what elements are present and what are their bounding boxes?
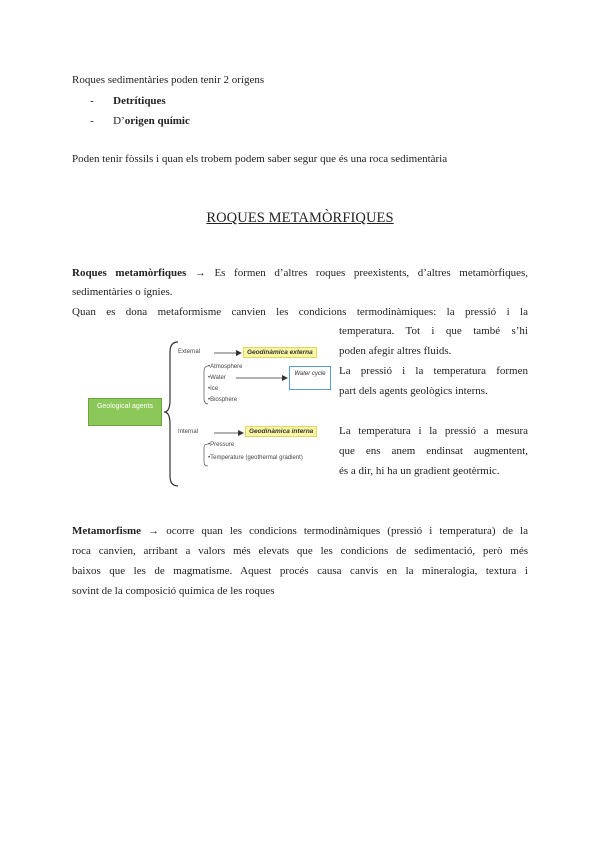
list-item — [90, 94, 166, 108]
right-col-line: poden afegir altres fluids. — [339, 345, 452, 357]
right-col-line: La temperatura i la pressió a mesura — [339, 425, 528, 437]
external-item: •Atmosphere — [208, 364, 243, 370]
definition-text: Es formen d’altres roques preexistents, d’altres metamòrfiques, — [214, 267, 528, 279]
right-col-line: és a dir, hi ha un gradient geotèrmic. — [339, 465, 500, 477]
internal-label: Internal — [178, 429, 199, 435]
internal-tag: Geodinàmica interna — [245, 426, 317, 437]
metamorphic-definition-line2: sedimentàries o ígnies. — [72, 286, 173, 298]
right-col-line: que ens anem endinsat augmentent, — [339, 445, 528, 457]
metamorfisme-text: ocorre quan les condicions termodinàmiques (pressió i temperatura) de la — [166, 525, 528, 537]
metamorfisme-line: baixos que les de magmatisme. Aquest procés causa canvis en la mineralogia, textura i — [72, 565, 528, 577]
list-dash: - — [90, 115, 94, 127]
intro-text: Roques sedimentàries poden tenir 2 orígens — [72, 74, 265, 86]
right-col-line: temperatura. Tot i que també s’hi — [339, 325, 528, 337]
metamorfisme-term: Metamorfisme — [72, 525, 142, 537]
external-tag: Geodinàmica externa — [243, 347, 317, 358]
metamorphic-term: Roques metamòrfiques — [72, 267, 187, 279]
list-dash: - — [90, 95, 94, 107]
metamorfisme-line: roca canvien, arribant a valors més elevats que les condicions de sedimentació, però més — [72, 545, 528, 557]
arrow: → — [194, 267, 206, 279]
list-item — [90, 114, 190, 128]
external-item: •Water — [208, 375, 226, 381]
external-item: •Ice — [208, 386, 219, 392]
conditions-line: Quan es dona metaformisme canvien les condicions termodinàmiques: la pressió i la — [72, 306, 528, 318]
internal-item: •Temperature (geothermal gradient) — [208, 455, 303, 461]
fossils-text: Poden tenir fòssils i quan els trobem podem saber segur que és una roca sedimentària — [72, 153, 448, 165]
internal-item: •Pressure — [208, 442, 235, 448]
external-label: External — [178, 349, 201, 355]
list-item-bold: Detrítiques — [113, 95, 166, 107]
external-item: •Biosphere — [208, 397, 238, 403]
water-cycle-box: Water cycle — [289, 366, 331, 390]
metamorfisme-line — [72, 524, 528, 538]
metamorfisme-line: sovint de la composició química de les roques — [72, 585, 275, 597]
right-col-line: La pressió i la temperatura formen — [339, 365, 528, 377]
metamorphic-definition-line — [72, 266, 528, 280]
geological-agents-diagram — [86, 338, 326, 490]
list-item-bold: origen químic — [124, 115, 190, 127]
section-title: ROQUES METAMÒRFIQUES — [206, 210, 394, 226]
list-item-prefix: D’ — [113, 115, 125, 127]
geological-agents-box: Geological agents — [88, 398, 162, 426]
right-col-line: part dels agents geològics interns. — [339, 385, 488, 397]
arrow: → — [148, 525, 160, 537]
